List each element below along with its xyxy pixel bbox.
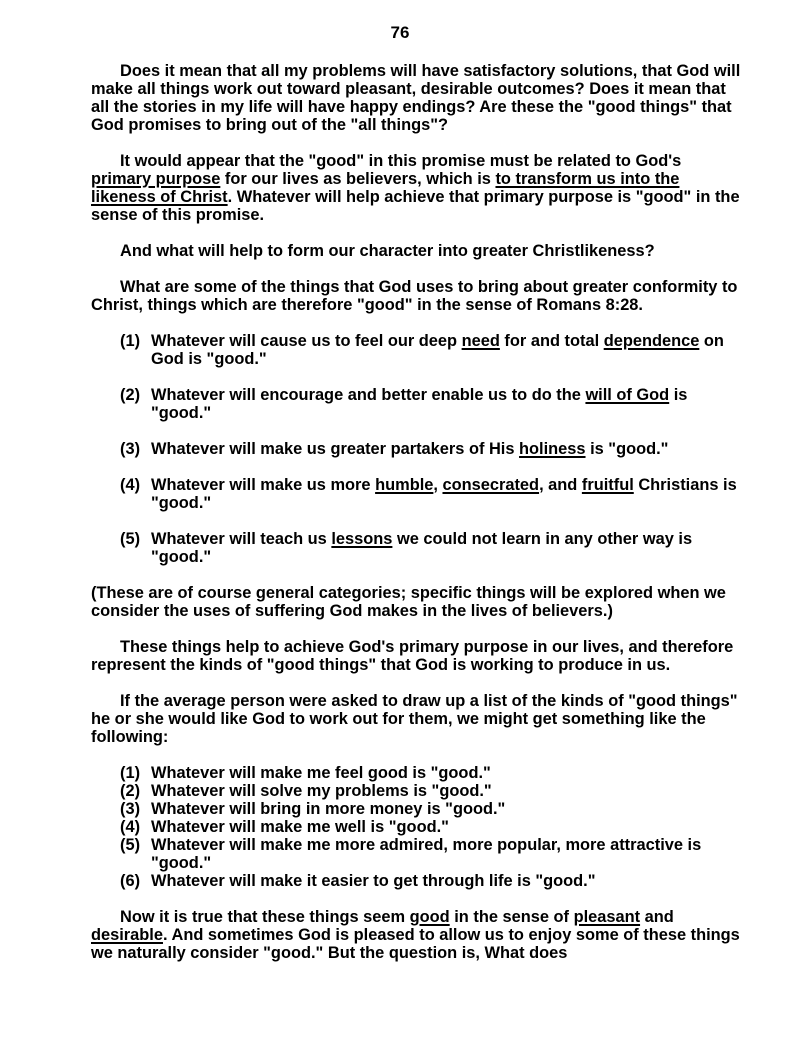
list-item-text: Whatever will make it easier to get through life is "good." xyxy=(151,872,596,890)
text-run: in the sense of xyxy=(449,908,574,926)
text-run: is "good." xyxy=(151,386,688,422)
list-item xyxy=(120,530,741,566)
list-marker: (5) xyxy=(120,530,141,548)
list-item-text: Whatever will make me feel good is "good." xyxy=(151,764,491,782)
list-marker: (3) xyxy=(120,440,141,458)
paragraph-6: These things help to achieve God's primary purpose in our lives, and therefore represent the kinds of "good things" that God is working to produce in us. xyxy=(91,638,734,674)
list-marker: (1) xyxy=(120,764,141,782)
text-run: we could not learn in any other way is "good." xyxy=(151,530,693,566)
text-run: , and xyxy=(539,476,582,494)
list-marker: (4) xyxy=(120,818,141,836)
text-run: on God is "good." xyxy=(151,332,724,368)
underlined-phrase: will of God xyxy=(585,386,670,404)
paragraph-7: If the average person were asked to draw up a list of the kinds of "good things" he or she would like God to work out for them, we might get something like the following: xyxy=(91,692,738,746)
list-item xyxy=(120,440,741,458)
underlined-phrase: dependence xyxy=(603,332,700,350)
underlined-phrase: consecrated xyxy=(442,476,540,494)
list-marker: (5) xyxy=(120,836,141,854)
text-run: for our lives as believers, which is xyxy=(220,170,496,188)
paragraph-8 xyxy=(91,908,741,962)
list-item xyxy=(120,332,741,368)
list-marker: (1) xyxy=(120,332,141,350)
text-run: Whatever will teach us xyxy=(151,530,332,548)
underlined-phrase: desirable xyxy=(91,926,163,944)
list-item-text: Whatever will bring in more money is "good." xyxy=(151,800,506,818)
underlined-phrase: to transform us into the likeness of Christ xyxy=(91,170,680,206)
paragraph-4: What are some of the things that God uses to bring about greater conformity to Christ, things which are therefore "good" in the sense of Romans 8:28. xyxy=(91,278,738,314)
list-item xyxy=(120,836,741,872)
underlined-phrase: holiness xyxy=(519,440,586,458)
list-item xyxy=(120,782,741,800)
underlined-phrase: pleasant xyxy=(573,908,641,926)
list-item xyxy=(120,818,741,836)
paragraph-1: Does it mean that all my problems will have satisfactory solutions, that God will make all things work out toward pleasant, desirable outcomes? Does it mean that all the stories in my life will have happy endings? Are these the "good things" that God promises to bring out of the "all things"? xyxy=(91,62,741,134)
list-marker: (2) xyxy=(120,782,141,800)
text-run: . And sometimes God is pleased to allow us to enjoy some of these things we naturally consider "good." But the question is, What does xyxy=(91,926,740,962)
text-run: is "good." xyxy=(585,440,669,458)
text-run: Christians is "good." xyxy=(151,476,737,512)
list-marker: (4) xyxy=(120,476,141,494)
underlined-phrase: lessons xyxy=(331,530,393,548)
list-marker: (3) xyxy=(120,800,141,818)
underlined-phrase: good xyxy=(409,908,450,926)
average-person-list xyxy=(120,764,741,890)
text-run: and xyxy=(640,908,674,926)
list-item-text: Whatever will solve my problems is "good." xyxy=(151,782,492,800)
list-item xyxy=(120,386,741,422)
text-run: Whatever will encourage and better enable us to do the xyxy=(151,386,586,404)
list-item xyxy=(120,476,741,512)
underlined-phrase: need xyxy=(461,332,500,350)
paragraph-2 xyxy=(91,152,741,224)
list-item-text: Whatever will make me well is "good." xyxy=(151,818,449,836)
paragraph-5: (These are of course general categories; specific things will be explored when we consider the uses of suffering God makes in the lives of believers.) xyxy=(91,584,726,620)
text-run: . Whatever will help achieve that primary purpose is "good" in the sense of this promise. xyxy=(91,188,740,224)
list-item-text: Whatever will make me more admired, more popular, more attractive is "good." xyxy=(151,836,702,872)
good-things-list xyxy=(120,332,741,566)
text-run: It would appear that the "good" in this promise must be related to God's xyxy=(120,152,682,170)
list-marker: (6) xyxy=(120,872,141,890)
underlined-phrase: fruitful xyxy=(581,476,634,494)
list-marker: (2) xyxy=(120,386,141,404)
list-item xyxy=(120,800,741,818)
paragraph-3: And what will help to form our character into greater Christlikeness? xyxy=(120,242,655,260)
page-body xyxy=(91,62,741,980)
text-run: Now it is true that these things seem xyxy=(120,908,410,926)
list-item xyxy=(120,764,741,782)
list-item xyxy=(120,872,741,890)
text-run: Whatever will make us greater partakers of His xyxy=(151,440,520,458)
text-run: for and total xyxy=(499,332,604,350)
underlined-phrase: humble xyxy=(375,476,434,494)
page-number: 76 xyxy=(390,23,410,42)
text-run: Whatever will cause us to feel our deep xyxy=(151,332,462,350)
underlined-phrase: primary purpose xyxy=(91,170,221,188)
text-run: , xyxy=(433,476,443,494)
text-run: Whatever will make us more xyxy=(151,476,376,494)
